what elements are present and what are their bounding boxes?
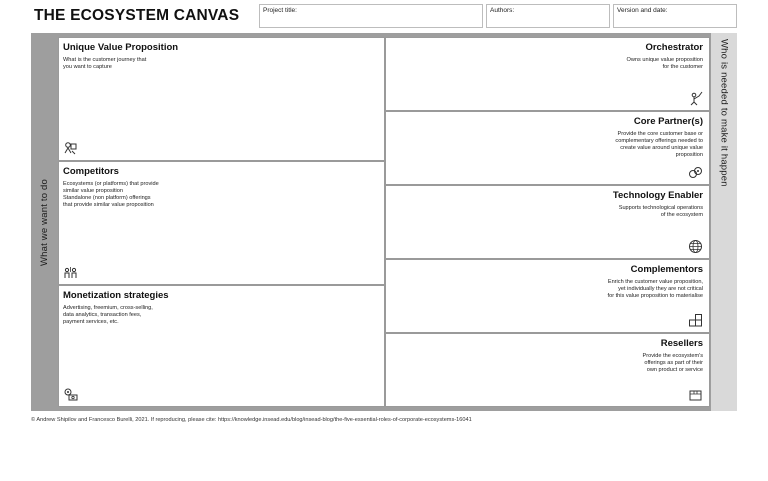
right-side-label: Who is needed to make it happen (718, 39, 730, 187)
left-side-label: What we want to do (39, 178, 50, 266)
block-title: Technology Enabler (612, 190, 703, 201)
orchestrator-block[interactable] (385, 37, 710, 111)
block-description: Advertising, freemium, cross-selling, data analytics, transaction fees, payment services, etc. (63, 305, 153, 325)
box-icon (688, 387, 703, 402)
project-title-label: Project title: (263, 7, 297, 14)
canvas-title: THE ECOSYSTEM CANVAS (34, 7, 240, 24)
block-description: Owns unique value proposition for the customer (626, 57, 703, 70)
block-title: Resellers (660, 338, 703, 349)
footer-credit: © Andrew Shipilov and Francesco Burelli, 2021. If reproducing, please cite: https://knowledge.insead.edu/blog/insead-blog/the-five-essential-roles-of-corporate-ecosystems-16041 (31, 417, 472, 423)
version-date-field[interactable] (613, 4, 737, 28)
competitors-block[interactable] (58, 161, 385, 285)
block-title: Unique Value Proposition (63, 42, 179, 53)
competing-people-icon (63, 265, 78, 280)
building-blocks-icon (688, 313, 703, 328)
project-title-field[interactable] (259, 4, 483, 28)
block-title: Core Partner(s) (633, 116, 703, 127)
block-description: Ecosystems (or platforms) that provide similar value proposition Standalone (non platform) offerings that provide similar value proposition (63, 181, 159, 208)
conductor-icon (688, 91, 703, 106)
version-date-label: Version and date: (617, 7, 668, 14)
block-title: Orchestrator (645, 42, 703, 53)
globe-icon (688, 239, 703, 254)
block-description: Provide the ecosystem's offerings as part of their own product or service (642, 353, 703, 373)
block-title: Complementors (630, 264, 703, 275)
left-side-strip (31, 33, 58, 411)
monetization-strategies-block[interactable] (58, 285, 385, 407)
block-description: Enrich the customer value proposition, yet individually they are not critical for this value proposition to materialise (607, 279, 703, 299)
block-title: Competitors (63, 166, 119, 177)
block-title: Monetization strategies (63, 290, 169, 301)
authors-field[interactable] (486, 4, 610, 28)
resellers-block[interactable] (385, 333, 710, 407)
authors-label: Authors: (490, 7, 515, 14)
block-description: What is the customer journey that you want to capture (63, 57, 147, 70)
technology-enabler-block[interactable] (385, 185, 710, 259)
unique-value-proposition-block[interactable] (58, 37, 385, 161)
ecosystem-canvas (31, 33, 737, 411)
money-gears-icon (63, 387, 78, 402)
complementors-block[interactable] (385, 259, 710, 333)
puzzle-person-icon (63, 141, 78, 156)
partners-icon (688, 165, 703, 180)
block-description: Provide the core customer base or complementary offerings needed to create value around unique value proposition (615, 131, 703, 158)
block-description: Supports technological operations of the ecosystem (618, 205, 703, 218)
core-partners-block[interactable] (385, 111, 710, 185)
right-side-strip (711, 33, 737, 411)
